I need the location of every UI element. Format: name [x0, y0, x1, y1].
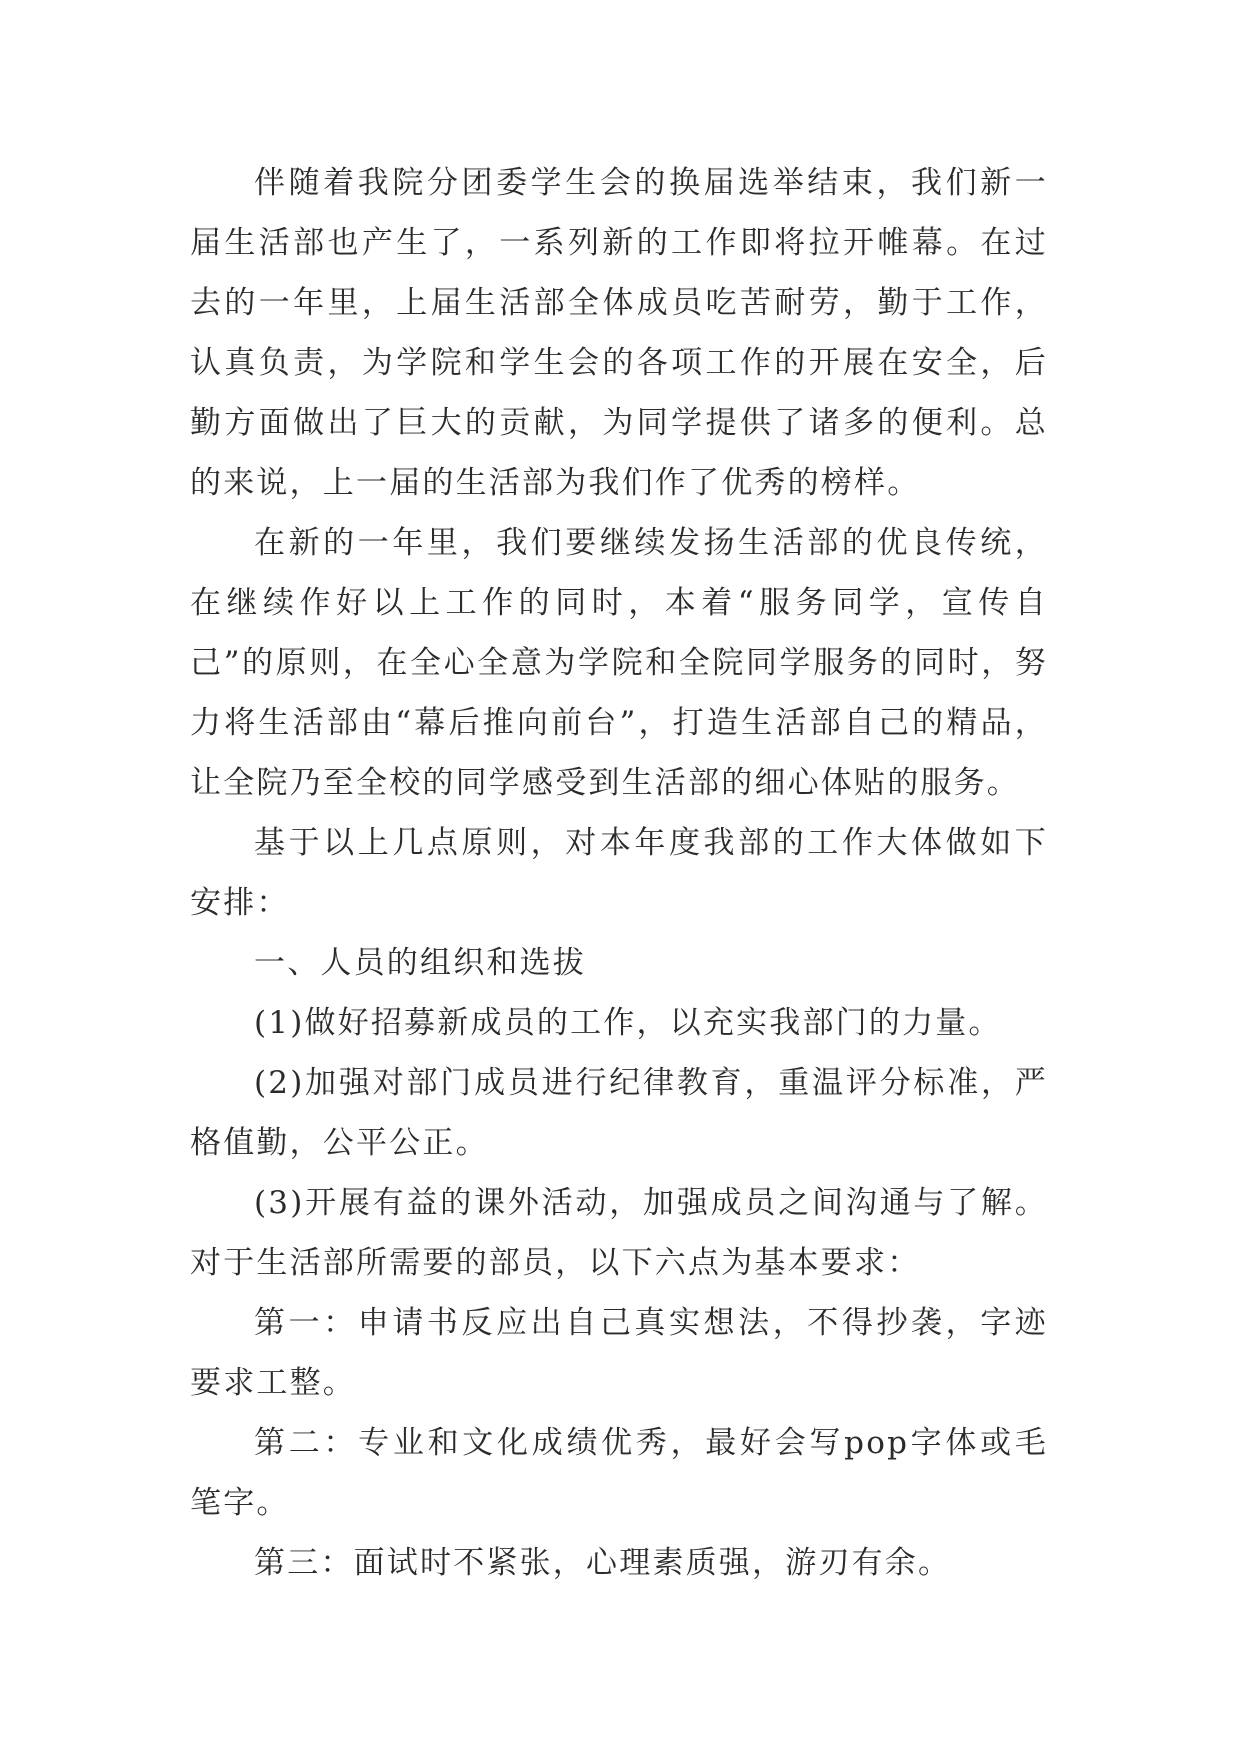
- list-item: (2)加强对部门成员进行纪律教育，重温评分标准，严格值勤，公平公正。: [190, 1065, 1048, 1161]
- requirement-item: 第二：专业和文化成绩优秀，最好会写pop字体或毛笔字。: [190, 1425, 1048, 1521]
- list-item: (1)做好招募新成员的工作，以充实我部门的力量。: [254, 1005, 1002, 1041]
- section-heading: 一、人员的组织和选拔: [254, 945, 586, 981]
- requirement-item: 第三：面试时不紧张，心理素质强，游刃有余。: [254, 1545, 952, 1581]
- list-item: (3)开展有益的课外活动，加强成员之间沟通与了解。对于生活部所需要的部员，以下六点为基本要求：: [190, 1185, 1048, 1281]
- paragraph: 基于以上几点原则，对本年度我部的工作大体做如下安排：: [190, 825, 1048, 921]
- paragraph: 伴随着我院分团委学生会的换届选举结束，我们新一届生活部也产生了，一系列新的工作即将拉开帷幕。在过去的一年里，上届生活部全体成员吃苦耐劳，勤于工作，认真负责，为学院和学生会的各项工作的开展在安全，后勤方面做出了巨大的贡献，为同学提供了诸多的便利。总的来说，上一届的生活部为我们作了优秀的榜样。: [190, 165, 1048, 501]
- paragraph: 在新的一年里，我们要继续发扬生活部的优良传统，在继续作好以上工作的同时，本着“服务同学，宣传自己”的原则，在全心全意为学院和全院同学服务的同时，努力将生活部由“幕后推向前台”，打造生活部自己的精品，让全院乃至全校的同学感受到生活部的细心体贴的服务。: [190, 525, 1048, 801]
- requirement-item: 第一：申请书反应出自己真实想法，不得抄袭，字迹要求工整。: [190, 1305, 1048, 1401]
- document-body: [190, 153, 1048, 1593]
